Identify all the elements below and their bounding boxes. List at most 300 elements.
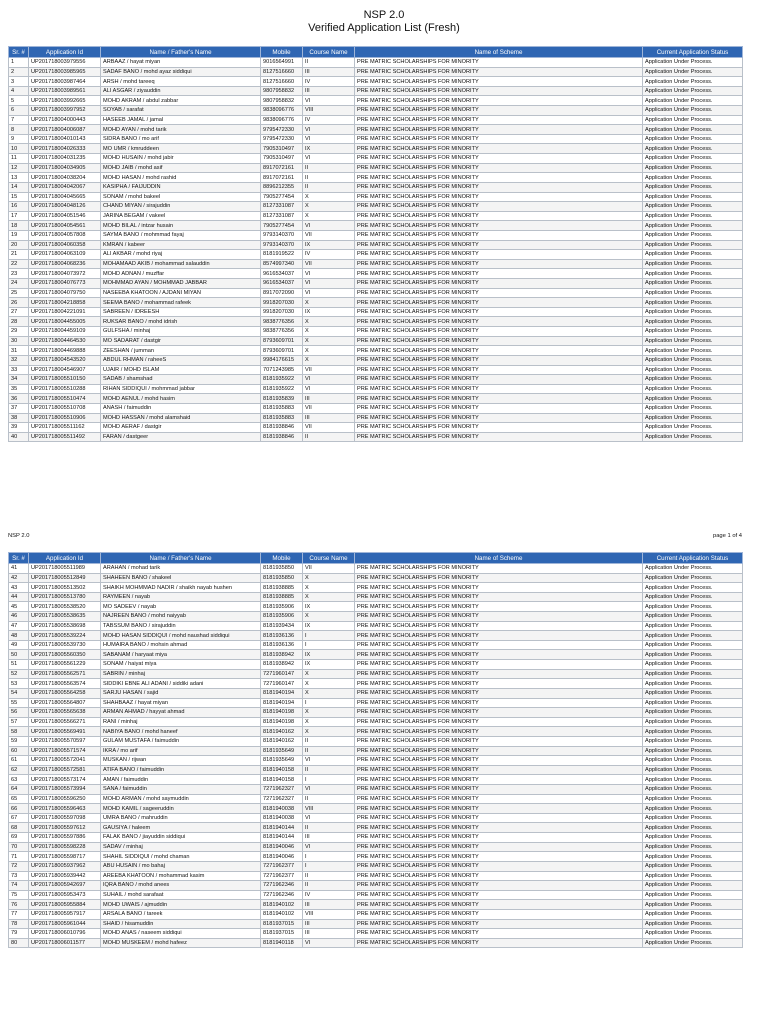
cell-scheme: PRE MATRIC SCHOLARSHIPS FOR MINORITY <box>355 631 643 641</box>
cell-status: Application Under Process. <box>643 804 743 814</box>
cell-course: VI <box>303 842 355 852</box>
cell-application-id: UP201718005511162 <box>29 423 101 433</box>
cell-sr: 23 <box>9 269 29 279</box>
cell-scheme: PRE MATRIC SCHOLARSHIPS FOR MINORITY <box>355 938 643 948</box>
cell-mobile: 7271960147 <box>261 679 303 689</box>
cell-application-id: UP201718004469888 <box>29 346 101 356</box>
cell-course: II <box>303 794 355 804</box>
cell-name: FARAN / dastgeer <box>101 432 261 442</box>
cell-course: VI <box>303 785 355 795</box>
table-row <box>9 144 743 154</box>
cell-scheme: PRE MATRIC SCHOLARSHIPS FOR MINORITY <box>355 240 643 250</box>
table-row <box>9 221 743 231</box>
cell-scheme: PRE MATRIC SCHOLARSHIPS FOR MINORITY <box>355 669 643 679</box>
table-row <box>9 355 743 365</box>
cell-sr: 25 <box>9 288 29 298</box>
cell-sr: 46 <box>9 612 29 622</box>
cell-sr: 32 <box>9 355 29 365</box>
cell-course: II <box>303 823 355 833</box>
cell-mobile: 8181935883 <box>261 413 303 423</box>
cell-status: Application Under Process. <box>643 77 743 87</box>
table-row <box>9 106 743 116</box>
cell-application-id: UP201718005572041 <box>29 756 101 766</box>
cell-application-id: UP201718005937962 <box>29 861 101 871</box>
cell-sr: 11 <box>9 154 29 164</box>
cell-scheme: PRE MATRIC SCHOLARSHIPS FOR MINORITY <box>355 717 643 727</box>
table-row <box>9 240 743 250</box>
cell-status: Application Under Process. <box>643 852 743 862</box>
cell-mobile: 8181935850 <box>261 564 303 574</box>
cell-application-id: UP201718005563574 <box>29 679 101 689</box>
cell-name: NASEEBA KHATOON / AJDANI MIYAN <box>101 288 261 298</box>
table-row <box>9 660 743 670</box>
cell-name: SEEMA BANO / mohammad rafeek <box>101 298 261 308</box>
cell-name: SARJU HASAN / sajid <box>101 688 261 698</box>
cell-status: Application Under Process. <box>643 688 743 698</box>
cell-name: ARBAAZ / hayat miyan <box>101 58 261 68</box>
cell-scheme: PRE MATRIC SCHOLARSHIPS FOR MINORITY <box>355 660 643 670</box>
cell-status: Application Under Process. <box>643 833 743 843</box>
col-mobile: Mobile <box>261 553 303 564</box>
cell-mobile: 9918207030 <box>261 298 303 308</box>
cell-name: SABREEN / IDREESH <box>101 307 261 317</box>
cell-sr: 36 <box>9 394 29 404</box>
cell-sr: 73 <box>9 871 29 881</box>
cell-status: Application Under Process. <box>643 202 743 212</box>
cell-course: VI <box>303 756 355 766</box>
cell-application-id: UP201718005566271 <box>29 717 101 727</box>
cell-course: VI <box>303 125 355 135</box>
col-sr: Sr. # <box>9 47 29 58</box>
cell-scheme: PRE MATRIC SCHOLARSHIPS FOR MINORITY <box>355 221 643 231</box>
cell-application-id: UP201718005570597 <box>29 736 101 746</box>
col-name: Name / Father's Name <box>101 47 261 58</box>
cell-application-id: UP201718005942697 <box>29 881 101 891</box>
cell-sr: 43 <box>9 583 29 593</box>
cell-name: SHAHBAAZ / hayat miyan <box>101 698 261 708</box>
col-sr: Sr. # <box>9 553 29 564</box>
cell-scheme: PRE MATRIC SCHOLARSHIPS FOR MINORITY <box>355 698 643 708</box>
cell-scheme: PRE MATRIC SCHOLARSHIPS FOR MINORITY <box>355 307 643 317</box>
cell-course: VII <box>303 423 355 433</box>
cell-status: Application Under Process. <box>643 823 743 833</box>
cell-status: Application Under Process. <box>643 269 743 279</box>
cell-sr: 9 <box>9 134 29 144</box>
cell-status: Application Under Process. <box>643 708 743 718</box>
cell-mobile: 9616534037 <box>261 269 303 279</box>
table-row <box>9 794 743 804</box>
cell-scheme: PRE MATRIC SCHOLARSHIPS FOR MINORITY <box>355 77 643 87</box>
table-row <box>9 327 743 337</box>
col-application-id: Application Id <box>29 553 101 564</box>
cell-sr: 31 <box>9 346 29 356</box>
cell-name: MOHD ADNAN / muzffar <box>101 269 261 279</box>
cell-status: Application Under Process. <box>643 230 743 240</box>
cell-mobile: 8181940162 <box>261 727 303 737</box>
cell-sr: 76 <box>9 900 29 910</box>
cell-mobile: 9838776356 <box>261 327 303 337</box>
cell-application-id: UP201718004038204 <box>29 173 101 183</box>
cell-scheme: PRE MATRIC SCHOLARSHIPS FOR MINORITY <box>355 432 643 442</box>
cell-name: GAUSIYA / haleem <box>101 823 261 833</box>
cell-application-id: UP201718005953473 <box>29 890 101 900</box>
cell-mobile: 8181940194 <box>261 698 303 708</box>
cell-sr: 7 <box>9 115 29 125</box>
cell-scheme: PRE MATRIC SCHOLARSHIPS FOR MINORITY <box>355 192 643 202</box>
cell-name: SHAHIL SIDDIQUI / mohd chaman <box>101 852 261 862</box>
footer-left: NSP 2.0 <box>8 533 30 539</box>
cell-scheme: PRE MATRIC SCHOLARSHIPS FOR MINORITY <box>355 650 643 660</box>
cell-application-id: UP201718004034905 <box>29 163 101 173</box>
cell-status: Application Under Process. <box>643 669 743 679</box>
cell-name: ATIFA BANO / faimuddin <box>101 765 261 775</box>
table-row <box>9 929 743 939</box>
cell-application-id: UP201718005510906 <box>29 413 101 423</box>
document-title: NSP 2.0 <box>363 9 405 21</box>
cell-scheme: PRE MATRIC SCHOLARSHIPS FOR MINORITY <box>355 250 643 260</box>
cell-course: IX <box>303 240 355 250</box>
cell-name: ALI ASGAR / ziyauddin <box>101 86 261 96</box>
cell-course: IV <box>303 115 355 125</box>
cell-status: Application Under Process. <box>643 336 743 346</box>
cell-course: IX <box>303 660 355 670</box>
cell-status: Application Under Process. <box>643 240 743 250</box>
cell-scheme: PRE MATRIC SCHOLARSHIPS FOR MINORITY <box>355 756 643 766</box>
cell-course: I <box>303 698 355 708</box>
cell-application-id: UP201718004031235 <box>29 154 101 164</box>
cell-sr: 21 <box>9 250 29 260</box>
table-row <box>9 871 743 881</box>
cell-application-id: UP201718004057808 <box>29 230 101 240</box>
cell-sr: 61 <box>9 756 29 766</box>
cell-course: I <box>303 775 355 785</box>
cell-scheme: PRE MATRIC SCHOLARSHIPS FOR MINORITY <box>355 852 643 862</box>
cell-status: Application Under Process. <box>643 221 743 231</box>
cell-scheme: PRE MATRIC SCHOLARSHIPS FOR MINORITY <box>355 688 643 698</box>
cell-scheme: PRE MATRIC SCHOLARSHIPS FOR MINORITY <box>355 375 643 385</box>
cell-course: VI <box>303 154 355 164</box>
cell-course: IX <box>303 144 355 154</box>
cell-status: Application Under Process. <box>643 746 743 756</box>
cell-scheme: PRE MATRIC SCHOLARSHIPS FOR MINORITY <box>355 336 643 346</box>
table-row <box>9 346 743 356</box>
cell-mobile: 8181935839 <box>261 394 303 404</box>
cell-mobile: 8181940038 <box>261 813 303 823</box>
cell-sr: 3 <box>9 77 29 87</box>
cell-name: SABANAM / haryaat miya <box>101 650 261 660</box>
cell-application-id: UP201718005571574 <box>29 746 101 756</box>
cell-status: Application Under Process. <box>643 785 743 795</box>
cell-name: MOHD UWAIS / ajmuddin <box>101 900 261 910</box>
table-row <box>9 583 743 593</box>
cell-sr: 8 <box>9 125 29 135</box>
table-row <box>9 394 743 404</box>
cell-mobile: 9616534037 <box>261 279 303 289</box>
cell-scheme: PRE MATRIC SCHOLARSHIPS FOR MINORITY <box>355 355 643 365</box>
cell-application-id: UP201718005510708 <box>29 403 101 413</box>
cell-name: KMRAN / kabeer <box>101 240 261 250</box>
cell-status: Application Under Process. <box>643 432 743 442</box>
cell-course: III <box>303 67 355 77</box>
cell-mobile: 8181940038 <box>261 804 303 814</box>
table-row <box>9 259 743 269</box>
cell-scheme: PRE MATRIC SCHOLARSHIPS FOR MINORITY <box>355 182 643 192</box>
cell-sr: 18 <box>9 221 29 231</box>
cell-sr: 62 <box>9 765 29 775</box>
cell-application-id: UP201718005513780 <box>29 592 101 602</box>
table-row <box>9 96 743 106</box>
table-row <box>9 890 743 900</box>
cell-application-id: UP201718005961044 <box>29 919 101 929</box>
cell-application-id: UP201718005597612 <box>29 823 101 833</box>
table-row <box>9 77 743 87</box>
cell-sr: 60 <box>9 746 29 756</box>
cell-sr: 24 <box>9 279 29 289</box>
cell-scheme: PRE MATRIC SCHOLARSHIPS FOR MINORITY <box>355 746 643 756</box>
cell-status: Application Under Process. <box>643 564 743 574</box>
cell-status: Application Under Process. <box>643 163 743 173</box>
cell-mobile: 7905277454 <box>261 192 303 202</box>
cell-application-id: UP201718004455005 <box>29 317 101 327</box>
table-row <box>9 756 743 766</box>
cell-name: CHAND MIYAN / sirajuddin <box>101 202 261 212</box>
cell-mobile: 7271962327 <box>261 785 303 795</box>
cell-application-id: UP201718006010796 <box>29 929 101 939</box>
cell-name: MOHD ANAS / naseem siddiqui <box>101 929 261 939</box>
cell-sr: 74 <box>9 881 29 891</box>
cell-mobile: 7071243985 <box>261 365 303 375</box>
cell-application-id: UP201718004079750 <box>29 288 101 298</box>
cell-mobile: 9793140370 <box>261 240 303 250</box>
cell-application-id: UP201718005564258 <box>29 688 101 698</box>
cell-name: UMRA BANO / mahruddin <box>101 813 261 823</box>
cell-mobile: 7271962346 <box>261 881 303 891</box>
cell-sr: 77 <box>9 909 29 919</box>
page-number: page 1 of 4 <box>712 533 742 539</box>
cell-course: VI <box>303 269 355 279</box>
table-row <box>9 288 743 298</box>
cell-mobile: 8917072161 <box>261 163 303 173</box>
cell-application-id: UP201718004459109 <box>29 327 101 337</box>
table-row <box>9 336 743 346</box>
table-row <box>9 900 743 910</box>
cell-sr: 75 <box>9 890 29 900</box>
cell-application-id: UP201718005510288 <box>29 384 101 394</box>
table-row <box>9 746 743 756</box>
cell-application-id: UP201718004546907 <box>29 365 101 375</box>
cell-name: SAYMA BANO / mohmmad fayaj <box>101 230 261 240</box>
cell-name: GULAM MUSTAFA / faimuddin <box>101 736 261 746</box>
table-header-row <box>9 47 743 58</box>
cell-course: X <box>303 612 355 622</box>
cell-application-id: UP201718004221091 <box>29 307 101 317</box>
cell-mobile: 9838096776 <box>261 106 303 116</box>
cell-course: I <box>303 631 355 641</box>
cell-sr: 57 <box>9 717 29 727</box>
cell-scheme: PRE MATRIC SCHOLARSHIPS FOR MINORITY <box>355 298 643 308</box>
table-row <box>9 154 743 164</box>
cell-application-id: UP201718005598228 <box>29 842 101 852</box>
cell-application-id: UP201718005511492 <box>29 432 101 442</box>
table-row <box>9 736 743 746</box>
cell-name: IQRA BANO / mohd anees <box>101 881 261 891</box>
cell-name: MOHD AYAN / mohd tarik <box>101 125 261 135</box>
table-row <box>9 573 743 583</box>
cell-name: SABRIN / minhaj <box>101 669 261 679</box>
cell-status: Application Under Process. <box>643 58 743 68</box>
cell-name: MOHD AENUL / mohd hasim <box>101 394 261 404</box>
table-row <box>9 833 743 843</box>
table-row <box>9 67 743 77</box>
cell-status: Application Under Process. <box>643 727 743 737</box>
col-status: Current Application Status <box>643 47 743 58</box>
table-row <box>9 432 743 442</box>
cell-status: Application Under Process. <box>643 881 743 891</box>
cell-mobile: 8181940102 <box>261 900 303 910</box>
cell-sr: 13 <box>9 173 29 183</box>
table-row <box>9 384 743 394</box>
cell-scheme: PRE MATRIC SCHOLARSHIPS FOR MINORITY <box>355 679 643 689</box>
cell-course: X <box>303 727 355 737</box>
cell-sr: 53 <box>9 679 29 689</box>
cell-course: II <box>303 765 355 775</box>
cell-name: ARSALA BANO / tareek <box>101 909 261 919</box>
cell-mobile: 9918207030 <box>261 307 303 317</box>
cell-scheme: PRE MATRIC SCHOLARSHIPS FOR MINORITY <box>355 163 643 173</box>
cell-mobile: 8181939434 <box>261 621 303 631</box>
cell-scheme: PRE MATRIC SCHOLARSHIPS FOR MINORITY <box>355 115 643 125</box>
cell-sr: 58 <box>9 727 29 737</box>
cell-sr: 26 <box>9 298 29 308</box>
cell-mobile: 8127331087 <box>261 211 303 221</box>
cell-mobile: 8181935906 <box>261 602 303 612</box>
table-body <box>9 564 743 948</box>
cell-scheme: PRE MATRIC SCHOLARSHIPS FOR MINORITY <box>355 564 643 574</box>
cell-course: VII <box>303 365 355 375</box>
cell-sr: 30 <box>9 336 29 346</box>
cell-application-id: UP201718005513502 <box>29 583 101 593</box>
table-row <box>9 173 743 183</box>
cell-sr: 51 <box>9 660 29 670</box>
cell-application-id: UP201718003979556 <box>29 58 101 68</box>
cell-application-id: UP201718005597098 <box>29 813 101 823</box>
table-row <box>9 727 743 737</box>
cell-mobile: 8127516660 <box>261 67 303 77</box>
cell-sr: 27 <box>9 307 29 317</box>
cell-application-id: UP201718005597886 <box>29 833 101 843</box>
cell-status: Application Under Process. <box>643 842 743 852</box>
cell-application-id: UP201718004068236 <box>29 259 101 269</box>
cell-name: SHAID / hisamuddin <box>101 919 261 929</box>
cell-status: Application Under Process. <box>643 365 743 375</box>
cell-mobile: 8181935649 <box>261 746 303 756</box>
cell-application-id: UP201718005512849 <box>29 573 101 583</box>
cell-sr: 52 <box>9 669 29 679</box>
cell-mobile: 8181940144 <box>261 833 303 843</box>
cell-scheme: PRE MATRIC SCHOLARSHIPS FOR MINORITY <box>355 96 643 106</box>
cell-course: X <box>303 317 355 327</box>
cell-name: SOYAB / sarafat <box>101 106 261 116</box>
cell-status: Application Under Process. <box>643 173 743 183</box>
cell-sr: 47 <box>9 621 29 631</box>
cell-scheme: PRE MATRIC SCHOLARSHIPS FOR MINORITY <box>355 423 643 433</box>
cell-name: AMAN / faimuddin <box>101 775 261 785</box>
cell-name: SADAV / minhaj <box>101 842 261 852</box>
cell-application-id: UP201718004063109 <box>29 250 101 260</box>
cell-course: IV <box>303 77 355 87</box>
cell-sr: 28 <box>9 317 29 327</box>
cell-status: Application Under Process. <box>643 154 743 164</box>
applications-table-page-1 <box>8 46 743 442</box>
cell-name: KASIPHA / FAIJUDDIN <box>101 182 261 192</box>
cell-application-id: UP201718005511989 <box>29 564 101 574</box>
cell-course: III <box>303 394 355 404</box>
cell-course: II <box>303 58 355 68</box>
cell-name: UJAIR / MOHD ISLAM <box>101 365 261 375</box>
col-mobile: Mobile <box>261 47 303 58</box>
cell-status: Application Under Process. <box>643 592 743 602</box>
cell-sr: 16 <box>9 202 29 212</box>
cell-scheme: PRE MATRIC SCHOLARSHIPS FOR MINORITY <box>355 823 643 833</box>
cell-name: MUSKAN / rijwan <box>101 756 261 766</box>
cell-scheme: PRE MATRIC SCHOLARSHIPS FOR MINORITY <box>355 173 643 183</box>
cell-course: III <box>303 919 355 929</box>
cell-mobile: 9795472330 <box>261 134 303 144</box>
cell-mobile: 8127516660 <box>261 77 303 87</box>
table-row <box>9 211 743 221</box>
cell-status: Application Under Process. <box>643 938 743 948</box>
cell-scheme: PRE MATRIC SCHOLARSHIPS FOR MINORITY <box>355 394 643 404</box>
cell-application-id: UP201718005573174 <box>29 775 101 785</box>
cell-status: Application Under Process. <box>643 125 743 135</box>
table-row <box>9 688 743 698</box>
cell-course: I <box>303 852 355 862</box>
cell-sr: 10 <box>9 144 29 154</box>
cell-mobile: 8181935883 <box>261 403 303 413</box>
cell-sr: 49 <box>9 640 29 650</box>
table-row <box>9 298 743 308</box>
cell-name: MOHD AKRAM / abdul zabbar <box>101 96 261 106</box>
cell-mobile: 8896212355 <box>261 182 303 192</box>
cell-scheme: PRE MATRIC SCHOLARSHIPS FOR MINORITY <box>355 317 643 327</box>
cell-mobile: 8793609701 <box>261 336 303 346</box>
cell-application-id: UP201718005596463 <box>29 804 101 814</box>
table-row <box>9 679 743 689</box>
cell-application-id: UP201718003997952 <box>29 106 101 116</box>
cell-application-id: UP201718005596250 <box>29 794 101 804</box>
cell-sr: 56 <box>9 708 29 718</box>
cell-application-id: UP201718004051546 <box>29 211 101 221</box>
col-status: Current Application Status <box>643 553 743 564</box>
cell-application-id: UP201718004045665 <box>29 192 101 202</box>
cell-application-id: UP201718004464530 <box>29 336 101 346</box>
table-row <box>9 564 743 574</box>
cell-mobile: 7271962377 <box>261 861 303 871</box>
cell-mobile: 8127331087 <box>261 202 303 212</box>
cell-application-id: UP201718005538520 <box>29 602 101 612</box>
cell-sr: 48 <box>9 631 29 641</box>
col-name: Name / Father's Name <box>101 553 261 564</box>
cell-mobile: 8181937015 <box>261 929 303 939</box>
cell-sr: 35 <box>9 384 29 394</box>
cell-scheme: PRE MATRIC SCHOLARSHIPS FOR MINORITY <box>355 871 643 881</box>
cell-status: Application Under Process. <box>643 612 743 622</box>
cell-mobile: 8181940046 <box>261 842 303 852</box>
cell-course: IX <box>303 621 355 631</box>
cell-status: Application Under Process. <box>643 192 743 202</box>
cell-course: X <box>303 679 355 689</box>
cell-mobile: 9807958832 <box>261 96 303 106</box>
